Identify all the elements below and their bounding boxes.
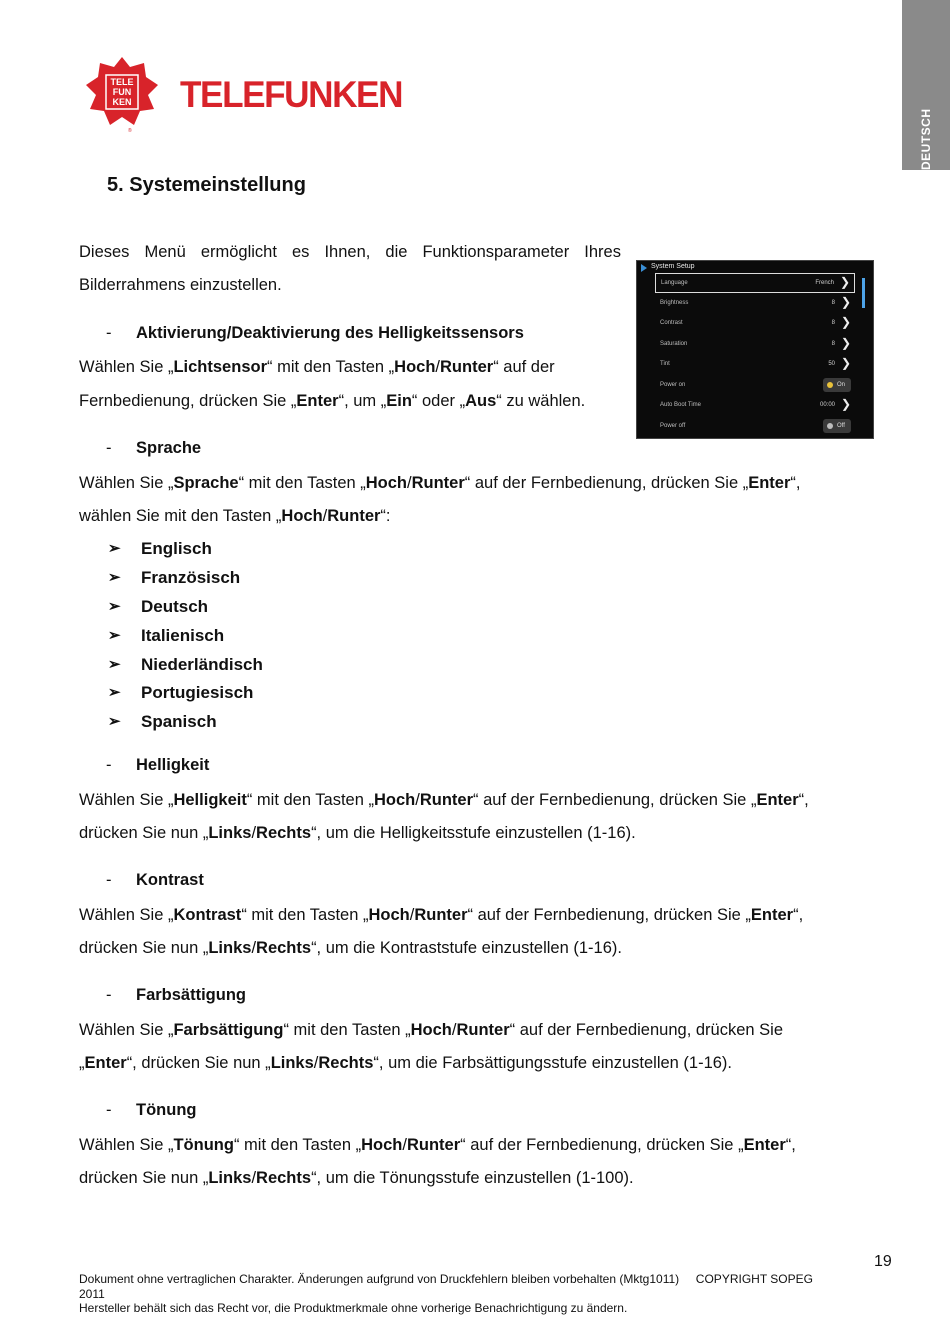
text-run: “ auf der Fernbedienung, drücken Sie „ — [473, 791, 757, 809]
section-heading-sprache — [106, 439, 201, 458]
body-line — [79, 507, 391, 526]
language-item — [108, 593, 263, 622]
bold-term: Rechts — [318, 1054, 374, 1072]
dash-marker: - — [106, 986, 112, 1004]
body-line — [79, 358, 555, 377]
text-run: “, um die Kontraststufe einzustellen (1-16). — [311, 939, 622, 957]
language-list — [108, 535, 263, 737]
text-run: / — [251, 1169, 257, 1187]
language-item — [108, 679, 263, 708]
arrow-bullet-icon: ➢ — [108, 713, 121, 731]
bold-term: Enter — [748, 474, 791, 492]
text-run: / — [313, 1054, 319, 1072]
bold-term: Hoch — [281, 507, 323, 525]
bold-term: Sprache — [173, 474, 239, 492]
bold-term: Links — [270, 1054, 314, 1072]
bold-term: Hoch — [410, 1021, 452, 1039]
setup-row[interactable] — [655, 335, 855, 355]
text-run: “ mit den Tasten „ — [267, 358, 395, 376]
text-run: “, um „ — [338, 392, 387, 410]
language-tab — [902, 0, 950, 170]
setup-row[interactable] — [655, 273, 855, 293]
text-run: “ auf der Fernbedienung, drücken Sie „ — [464, 474, 749, 492]
bold-term: Enter — [750, 906, 794, 924]
section-title: Kontrast — [136, 871, 204, 889]
text-run: drücken Sie nun „ — [79, 939, 209, 957]
bold-term: Runter — [411, 474, 465, 492]
setup-row-label: Contrast — [660, 320, 683, 326]
bold-term: Runter — [327, 507, 381, 525]
chevron-right-icon: ❯ — [839, 275, 850, 289]
setup-row-value: 8 — [831, 320, 835, 326]
bold-term: Links — [208, 1169, 252, 1187]
screen-scrollbar — [862, 278, 865, 308]
toggle-label: On — [837, 381, 846, 388]
section-title: Aktivierung/Deaktivierung des Helligkeitssensors — [136, 324, 524, 342]
dash-marker: - — [106, 756, 112, 774]
setup-row[interactable] — [655, 396, 855, 416]
bold-term: Enter — [743, 1136, 786, 1154]
language-name: Niederländisch — [141, 654, 263, 674]
footer-line-3: Hersteller behält sich das Recht vor, die Produktmerkmale ohne vorherige Benachrichtigung zu ändern. — [79, 1301, 628, 1315]
arrow-bullet-icon: ➢ — [108, 569, 121, 587]
text-run: / — [251, 939, 257, 957]
text-run: “ oder „ — [411, 392, 466, 410]
section-heading-sensor — [106, 324, 524, 343]
bold-term: Ein — [386, 392, 412, 410]
bold-term: Links — [208, 824, 252, 842]
bold-term: Runter — [406, 1136, 461, 1154]
chevron-right-icon: ❯ — [840, 294, 851, 309]
svg-text:FUN: FUN — [112, 87, 132, 97]
text-run: / — [402, 1136, 407, 1154]
setup-row[interactable] — [655, 294, 855, 314]
brand-wordmark: TELEFUNKEN — [180, 74, 403, 115]
text-run: / — [322, 507, 328, 525]
bold-term: Rechts — [256, 939, 312, 957]
body-line — [79, 1169, 634, 1188]
intro-word: Funktionsparameter — [422, 243, 570, 261]
text-run: / — [407, 474, 412, 492]
text-run: Wählen Sie „ — [79, 906, 174, 924]
text-run: “, um die Tönungsstufe einzustellen (1-100). — [311, 1169, 634, 1187]
chevron-right-icon: ❯ — [840, 335, 851, 350]
language-name: Italienisch — [141, 625, 225, 645]
section-heading-kontrast — [106, 871, 204, 890]
intro-word: die — [385, 243, 408, 261]
text-run: “, um die Helligkeitsstufe einzustellen (1-16). — [311, 824, 636, 842]
bold-term: Enter — [756, 791, 799, 809]
dash-marker: - — [106, 439, 112, 457]
intro-word: es — [291, 243, 310, 261]
setup-row[interactable] — [655, 417, 855, 437]
footer-line-1: Dokument ohne vertraglichen Charakter. Änderungen aufgrund von Druckfehlern bleiben vorbehalten (Mktg1011) COPYRIGHT SOPEG — [79, 1272, 813, 1286]
setup-row-value: 50 — [828, 361, 835, 367]
page-title: 5. Systemeinstellung — [107, 174, 306, 196]
text-run: “, um die Farbsättigungsstufe einzustellen (1-16). — [373, 1054, 733, 1072]
text-run: “ auf der — [493, 358, 555, 376]
setup-row-label: Tint — [660, 361, 670, 367]
setup-row-value: 00:00 — [819, 402, 835, 408]
bold-term: Rechts — [256, 824, 312, 842]
text-run: Wählen Sie „ — [79, 358, 174, 376]
text-run: “, — [798, 791, 809, 809]
body-line — [79, 392, 585, 411]
body-line — [79, 1054, 732, 1073]
setup-row[interactable] — [655, 355, 855, 375]
setup-row-label: Language — [661, 280, 688, 286]
text-run: “ auf der Fernbedienung, drücken Sie „ — [460, 1136, 744, 1154]
text-run: “ mit den Tasten „ — [283, 1021, 411, 1039]
language-name: Englisch — [141, 539, 212, 559]
chevron-right-icon: ❯ — [840, 315, 851, 329]
language-name: Spanisch — [141, 712, 217, 732]
text-run: / — [451, 1021, 457, 1039]
telefunken-logo-icon — [84, 55, 160, 133]
arrow-bullet-icon: ➢ — [108, 655, 121, 673]
text-run: “, drücken Sie nun „ — [126, 1054, 271, 1072]
body-line — [79, 1021, 783, 1040]
language-item — [108, 621, 263, 650]
bold-term: Runter — [440, 358, 494, 376]
bold-term: Links — [208, 939, 252, 957]
bold-term: Runter — [414, 906, 468, 924]
page-number: 19 — [874, 1253, 892, 1270]
section-heading-toenung — [106, 1101, 196, 1120]
text-run: / — [415, 791, 420, 809]
bold-term: Enter — [296, 392, 339, 410]
arrow-bullet-icon: ➢ — [108, 597, 121, 615]
intro-line-2: Bilderrahmens einzustellen. — [79, 276, 282, 294]
text-run: “ mit den Tasten „ — [246, 791, 374, 809]
toggle-dot-icon — [827, 382, 833, 388]
setup-toggle[interactable] — [823, 419, 851, 433]
section-title: Farbsättigung — [136, 986, 246, 1004]
svg-text:KEN: KEN — [112, 97, 132, 107]
bold-term: Hoch — [365, 474, 408, 492]
language-item — [108, 708, 263, 737]
dash-marker: - — [106, 1101, 112, 1119]
text-run: “, — [785, 1136, 796, 1154]
system-setup-screenshot — [636, 260, 874, 439]
section-heading-farbe — [106, 986, 246, 1005]
bold-term: Tönung — [173, 1136, 234, 1154]
footer — [79, 1272, 879, 1316]
text-run: “: — [380, 507, 391, 525]
intro-word: Menü — [144, 243, 186, 261]
text-run: Wählen Sie „ — [79, 791, 174, 809]
intro-word: Dieses — [79, 243, 130, 261]
intro-word: ermöglicht — [200, 243, 277, 261]
text-run: drücken Sie nun „ — [79, 824, 209, 842]
text-run: Wählen Sie „ — [79, 1136, 174, 1154]
bold-term: Rechts — [256, 1169, 312, 1187]
setup-row-value: French — [815, 280, 834, 286]
chevron-right-icon: ❯ — [840, 397, 851, 411]
bold-term: Hoch — [361, 1136, 403, 1154]
text-run: Wählen Sie „ — [79, 474, 174, 492]
intro-line-1 — [79, 236, 621, 269]
text-run: “ mit den Tasten „ — [233, 1136, 362, 1154]
section-heading-helligkeit — [106, 756, 209, 775]
chevron-right-icon: ❯ — [840, 356, 851, 370]
text-run: “ auf der Fernbedienung, drücken Sie „ — [467, 906, 751, 924]
dash-marker: - — [106, 871, 112, 889]
toggle-label: Off — [837, 422, 845, 429]
body-line — [79, 906, 803, 925]
language-tab-label: DEUTSCH — [919, 108, 933, 170]
bold-term: Kontrast — [173, 906, 242, 924]
body-line — [79, 939, 622, 958]
setup-row-label: Power off — [660, 422, 686, 429]
language-name: Französisch — [141, 568, 241, 588]
bold-term: Farbsättigung — [173, 1021, 284, 1039]
text-run: / — [251, 824, 257, 842]
language-item — [108, 564, 263, 593]
setup-row-label: Power on — [660, 381, 686, 388]
setup-row-label: Saturation — [660, 340, 688, 347]
text-run: “, — [793, 906, 804, 924]
bold-term: Enter — [84, 1054, 127, 1072]
svg-text:®: ® — [128, 128, 132, 133]
play-icon — [641, 264, 647, 272]
arrow-bullet-icon: ➢ — [108, 684, 121, 702]
toggle-dot-icon — [827, 423, 833, 429]
text-run: / — [435, 358, 441, 376]
setup-row[interactable] — [655, 376, 855, 396]
text-run: Fernbedienung, drücken Sie „ — [79, 392, 297, 410]
body-line — [79, 824, 636, 843]
bold-term: Aus — [465, 392, 497, 410]
language-item — [108, 650, 263, 679]
text-run: “ zu wählen. — [496, 392, 586, 410]
setup-row-label: Auto Boot Time — [660, 402, 702, 408]
bold-term: Hoch — [394, 358, 436, 376]
bold-term: Runter — [419, 791, 474, 809]
bold-term: Hoch — [374, 791, 416, 809]
text-run: „ — [79, 1054, 85, 1072]
bold-term: Hoch — [368, 906, 410, 924]
arrow-bullet-icon: ➢ — [108, 540, 121, 558]
footer-line-2: 2011 — [79, 1286, 105, 1301]
text-run: “ auf der Fernbedienung, drücken Sie — [509, 1021, 783, 1039]
setup-toggle[interactable] — [823, 378, 851, 392]
setup-row-label: Brightness — [660, 299, 689, 306]
screen-title: System Setup — [651, 263, 695, 270]
arrow-bullet-icon: ➢ — [108, 626, 121, 644]
text-run: drücken Sie nun „ — [79, 1169, 209, 1187]
text-run: / — [409, 906, 415, 924]
language-item — [108, 535, 263, 564]
section-title: Sprache — [136, 439, 202, 457]
bold-term: Lichtsensor — [173, 358, 267, 376]
body-line — [79, 474, 800, 493]
svg-text:TELE: TELE — [110, 77, 134, 87]
bold-term: Helligkeit — [173, 791, 247, 809]
text-run: wählen Sie mit den Tasten „ — [79, 507, 282, 525]
language-name: Deutsch — [141, 596, 209, 616]
bold-term: Runter — [456, 1021, 510, 1039]
text-run: Wählen Sie „ — [79, 1021, 174, 1039]
section-title: Helligkeit — [136, 756, 210, 774]
body-line — [79, 1136, 796, 1155]
text-run: “ mit den Tasten „ — [238, 474, 366, 492]
setup-row-value: 8 — [831, 340, 835, 347]
intro-paragraph — [79, 236, 621, 302]
language-name: Portugiesisch — [141, 683, 254, 703]
intro-word: Ihres — [584, 243, 621, 261]
setup-row-value: 8 — [831, 299, 835, 306]
intro-word: Ihnen, — [324, 243, 371, 261]
text-run: “ mit den Tasten „ — [241, 906, 369, 924]
section-title: Tönung — [136, 1101, 197, 1119]
setup-row[interactable] — [655, 314, 855, 334]
body-line — [79, 791, 809, 810]
dash-marker: - — [106, 324, 112, 342]
text-run: “, — [790, 474, 801, 492]
